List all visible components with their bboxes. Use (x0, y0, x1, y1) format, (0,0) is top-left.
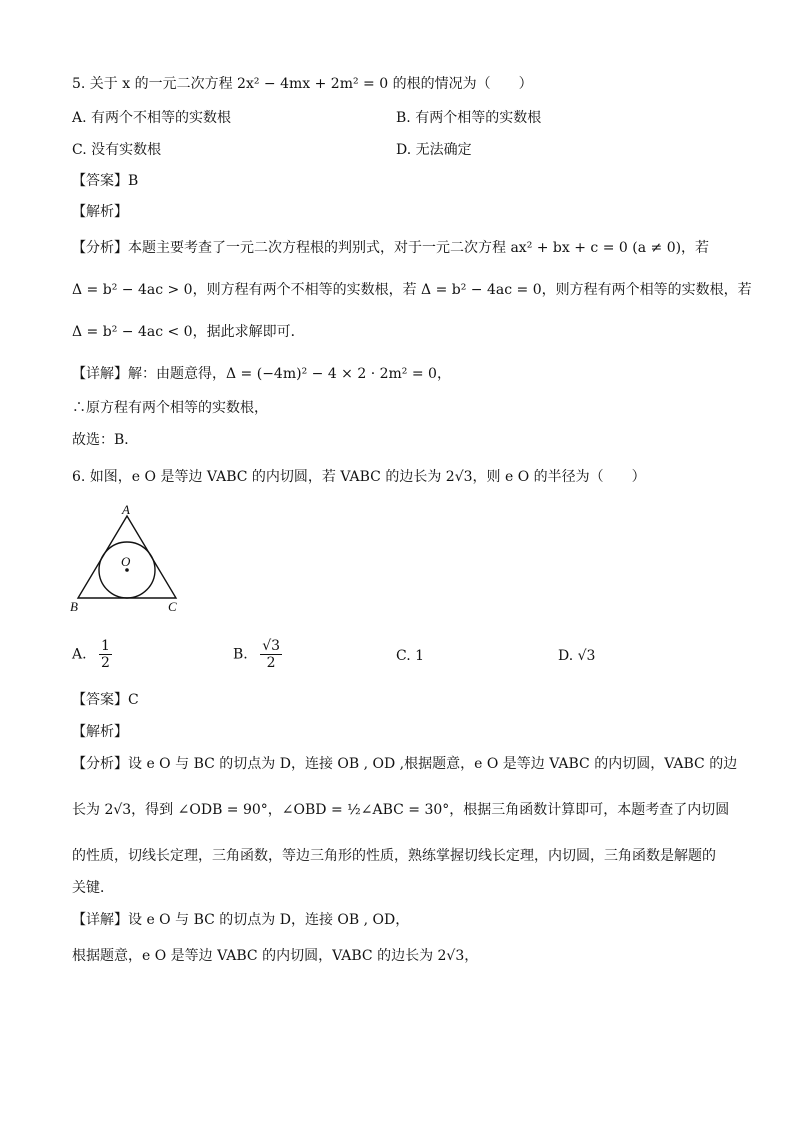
q5-xiangjie-line-2: ∴原方程有两个相等的实数根， (72, 400, 268, 416)
q6-option-b-numerator: √3 (262, 638, 281, 654)
q6-option-b-fraction (260, 638, 282, 671)
q5-xiangjie-line-1: 【详解】解：由题意得，Δ = (−4m)² − 4 × 2 · 2m² = 0， (72, 366, 451, 382)
q6-option-b-prefix: B. (233, 646, 248, 663)
label-o: O (121, 554, 131, 569)
q5-fenxi-line-1: 【分析】本题主要考查了一元二次方程根的判别式，对于一元二次方程 ax² + bx + c = 0 (a ≠ 0)，若 (72, 240, 710, 256)
q5-answer: 【答案】B (72, 173, 139, 189)
q6-xiangjie-line-1: 【详解】设 e O 与 BC 的切点为 D，连接 OB , OD， (72, 912, 410, 928)
q6-xiangjie-line-2: 根据题意，e O 是等边 VABC 的内切圆，VABC 的边长为 2√3， (72, 948, 479, 964)
q5-stem: 5. 关于 x 的一元二次方程 2x² − 4mx + 2m² = 0 的根的情况为（ ） (72, 76, 533, 92)
q5-analysis-label: 【解析】 (72, 204, 128, 220)
label-b: B (70, 599, 78, 614)
q6-option-b (233, 638, 282, 671)
q5-option-b: B. 有两个相等的实数根 (396, 110, 542, 126)
q6-analysis-label: 【解析】 (72, 724, 128, 740)
label-c: C (168, 599, 177, 614)
q6-fenxi-line-3: 的性质，切线长定理，三角函数，等边三角形的性质，熟练掌握切线长定理，内切圆，三角函数是解题的 (72, 848, 716, 864)
q5-xiangjie-line-3: 故选：B． (72, 432, 139, 448)
q6-answer: 【答案】C (72, 692, 139, 708)
q6-stem: 6. 如图，e O 是等边 VABC 的内切圆，若 VABC 的边长为 2√3，则 e O 的半径为（ ） (72, 469, 646, 485)
q6-option-b-denominator: 2 (266, 655, 276, 671)
q6-fenxi-line-1: 【分析】设 e O 与 BC 的切点为 D，连接 OB , OD ,根据题意，e O 是等边 VABC 的内切圆，VABC 的边 (72, 756, 738, 772)
q6-option-a-fraction (99, 638, 112, 671)
label-a: A (122, 502, 130, 517)
q5-option-c: C. 没有实数根 (72, 142, 162, 158)
q6-option-d: D. √3 (558, 648, 596, 664)
q6-option-a-prefix: A. (72, 646, 87, 663)
q5-option-a: A. 有两个不相等的实数根 (72, 110, 232, 126)
q6-option-a-numerator: 1 (101, 638, 110, 654)
q6-option-a-denominator: 2 (101, 655, 110, 671)
q6-fenxi-line-4: 关键． (72, 880, 114, 896)
q5-option-d: D. 无法确定 (396, 142, 472, 158)
triangle-incircle-figure (66, 500, 188, 618)
q6-option-c: C. 1 (396, 648, 425, 664)
q6-option-a (72, 638, 112, 671)
q5-fenxi-line-2: Δ = b² − 4ac > 0，则方程有两个不相等的实数根，若 Δ = b² − 4ac = 0，则方程有两个相等的实数根，若 (72, 282, 752, 298)
q6-fenxi-line-2: 长为 2√3，得到 ∠ODB = 90°，∠OBD = ½∠ABC = 30°，根据三角函数计算即可，本题考查了内切圆 (72, 802, 730, 818)
q5-fenxi-line-3: Δ = b² − 4ac < 0，据此求解即可． (72, 324, 305, 340)
